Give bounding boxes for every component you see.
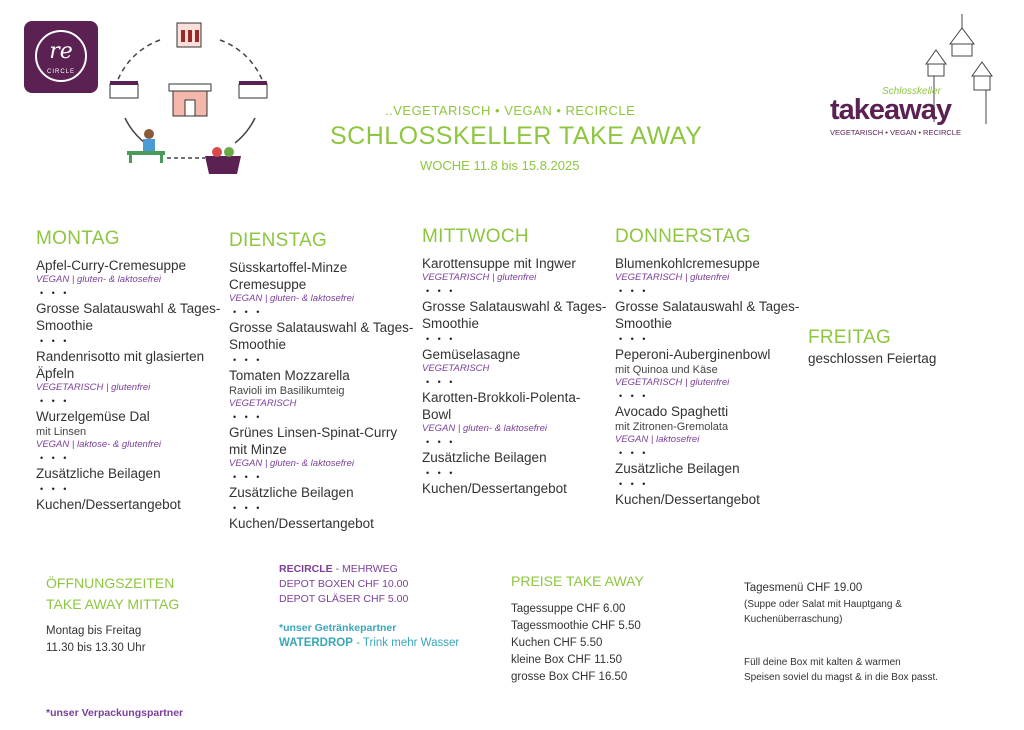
opening-hours-value: 11.30 bis 13.30 Uhr [46, 642, 146, 654]
diet-tag: VEGAN | laktosefrei [615, 434, 700, 445]
logo-name: CIRCLE [46, 69, 75, 75]
day-title: FREITAG [808, 327, 892, 348]
day-column-dienstag [229, 232, 414, 532]
depot-glasses: DEPOT GLÄSER CHF 5.00 [279, 593, 409, 605]
diet-tag: VEGETARISCH | glutenfrei [615, 377, 730, 388]
menu-info [744, 580, 938, 685]
diet-tag: VEGAN | gluten- & laktosefrei [36, 274, 161, 285]
prices [511, 573, 644, 686]
separator-dots: • • • [426, 468, 456, 478]
opening-hours [46, 573, 179, 657]
separator-dots: • • • [40, 453, 70, 463]
shop-icon [169, 84, 211, 116]
menu-item: Tomaten Mozzarella [229, 368, 350, 383]
drinks-heading [279, 636, 459, 651]
menu-item: Kuchen/Dessertangebot [615, 492, 760, 507]
day-column-freitag [808, 327, 936, 366]
menu-item: Zusätzliche Beilagen [422, 450, 547, 465]
menu-item: Süsskartoffel-Minze Cremesuppe [229, 260, 348, 292]
day-title: MONTAG [36, 228, 120, 249]
menu-desc-2: Kuchenüberraschung) [744, 614, 843, 625]
menu-item: Blumenkohlcremesuppe [615, 256, 760, 271]
diet-tag: VEGAN | gluten- & laktosefrei [229, 458, 354, 469]
opening-title-2: TAKE AWAY MITTAG [46, 596, 180, 612]
menu-item: Kuchen/Dessertangebot [36, 497, 181, 512]
separator-dots: • • • [233, 307, 263, 317]
menu-item: Zusätzliche Beilagen [229, 485, 354, 500]
box-icon [239, 81, 267, 98]
separator-dots: • • • [619, 334, 649, 344]
separator-dots: • • • [426, 286, 456, 296]
menu-item: Grünes Linsen-Spinat-Curry mit Minze [229, 425, 398, 457]
menu-item-sub: mit Linsen [36, 426, 87, 438]
diet-tag: VEGETARISCH | glutenfrei [615, 272, 730, 283]
logo-word: takeaway [830, 94, 951, 126]
separator-dots: • • • [233, 503, 263, 513]
price-item: grosse Box CHF 16.50 [511, 671, 628, 683]
box-icon [110, 81, 138, 98]
box-info-2: Speisen soviel du magst & in die Box passt. [744, 672, 938, 683]
separator-dots: • • • [40, 336, 70, 346]
day-column-mittwoch [422, 228, 607, 497]
menu-item: Avocado Spaghetti [615, 404, 729, 419]
closed-note: geschlossen Feiertag [808, 351, 937, 366]
person-bench-icon [127, 129, 165, 163]
menu-item-sub: mit Quinoa und Käse [615, 364, 718, 376]
separator-dots: • • • [619, 391, 649, 401]
diet-tag: VEGETARISCH [229, 398, 297, 409]
separator-dots: • • • [40, 484, 70, 494]
takeaway-logo [826, 14, 996, 139]
recircle-info [279, 562, 459, 651]
recircle-logo [24, 21, 98, 93]
compost-icon [205, 147, 241, 174]
menu-item: Grosse Salatauswahl & Tages-Smoothie [615, 299, 800, 331]
box-info-1: Füll deine Box mit kalten & warmen [744, 657, 901, 668]
separator-dots: • • • [233, 355, 263, 365]
menu-item: Zusätzliche Beilagen [36, 466, 161, 481]
recircle-suffix: - MEHRWEG [332, 563, 398, 575]
factory-icon [177, 23, 201, 47]
diet-tag: VEGAN | laktose- & glutenfrei [36, 439, 161, 450]
separator-dots: • • • [619, 479, 649, 489]
price-item: Tagessmoothie CHF 5.50 [511, 620, 641, 632]
price-item: Tagessuppe CHF 6.00 [511, 603, 626, 615]
recircle-heading [279, 562, 459, 577]
waterdrop-suffix: - Trink mehr Wasser [352, 637, 460, 649]
menu-item: Grosse Salatauswahl & Tages-Smoothie [36, 301, 221, 333]
opening-days: Montag bis Freitag [46, 625, 142, 637]
menu-item: Apfel-Curry-Cremesuppe [36, 258, 187, 273]
logo-tagline: VEGETARISCH • VEGAN • RECIRCLE [830, 128, 961, 137]
depot-boxes: DEPOT BOXEN CHF 10.00 [279, 578, 409, 590]
separator-dots: • • • [619, 448, 649, 458]
logo-script: Schlosskeller [882, 86, 941, 97]
day-title: DIENSTAG [229, 230, 328, 251]
menu-item: Kuchen/Dessertangebot [422, 481, 567, 496]
menu-item-sub: mit Zitronen-Gremolata [615, 421, 729, 433]
separator-dots: • • • [619, 286, 649, 296]
logo-mark: re [49, 39, 73, 64]
menu-item: Grosse Salatauswahl & Tages-Smoothie [422, 299, 607, 331]
opening-title-1: ÖFFNUNGSZEITEN [46, 575, 175, 591]
recircle-brand: RECIRCLE [279, 563, 333, 575]
diet-tag: VEGETARISCH | glutenfrei [422, 272, 537, 283]
menu-item: Karottensuppe mit Ingwer [422, 256, 576, 271]
page-title: SCHLOSSKELLER TAKE AWAY [330, 122, 703, 150]
day-title: DONNERSTAG [615, 226, 751, 247]
day-column-donnerstag [615, 228, 800, 508]
drinks-partner: *unser Getränkepartner [279, 622, 397, 634]
diet-tag: VEGAN | gluten- & laktosefrei [422, 423, 547, 434]
day-title: MITTWOCH [422, 226, 529, 247]
menu-item: Karotten-Brokkoli-Polenta-Bowl [422, 390, 581, 422]
price-item: Kuchen CHF 5.50 [511, 637, 603, 649]
separator-dots: • • • [426, 334, 456, 344]
diet-tag: VEGAN | gluten- & laktosefrei [229, 293, 354, 304]
separator-dots: • • • [40, 288, 70, 298]
menu-item: Randenrisotto mit glasierten Äpfeln [36, 349, 205, 381]
separator-dots: • • • [233, 412, 263, 422]
menu-item: Wurzelgemüse Dal [36, 409, 150, 424]
menu-desc-1: (Suppe oder Salat mit Hauptgang & [744, 599, 902, 610]
menu-item: Grosse Salatauswahl & Tages-Smoothie [229, 320, 414, 352]
diet-tag: VEGETARISCH | glutenfrei [36, 382, 151, 393]
week-range: WOCHE 11.8 bis 15.8.2025 [420, 158, 580, 173]
menu-title: Tagesmenü CHF 19.00 [744, 582, 863, 594]
cycle-illustration [105, 18, 275, 180]
diet-tag: VEGETARISCH [422, 363, 490, 374]
separator-dots: • • • [233, 472, 263, 482]
separator-dots: • • • [40, 396, 70, 406]
menu-item: Gemüselasagne [422, 347, 521, 362]
menu-item-sub: Ravioli im Basilikumteig [229, 385, 345, 397]
separator-dots: • • • [426, 377, 456, 387]
waterdrop-brand: WATERDROP [279, 637, 353, 649]
packaging-partner: *unser Verpackungspartner [46, 707, 184, 719]
prices-title: PREISE TAKE AWAY [511, 573, 644, 589]
header-tagline: ..VEGETARISCH • VEGAN • RECIRCLE [385, 103, 636, 118]
menu-item: Zusätzliche Beilagen [615, 461, 740, 476]
day-column-montag [36, 230, 221, 513]
price-list [511, 601, 644, 686]
menu-item: Peperoni-Auberginenbowl [615, 347, 771, 362]
separator-dots: • • • [426, 437, 456, 447]
price-item: kleine Box CHF 11.50 [511, 654, 623, 666]
menu-item: Kuchen/Dessertangebot [229, 516, 374, 531]
